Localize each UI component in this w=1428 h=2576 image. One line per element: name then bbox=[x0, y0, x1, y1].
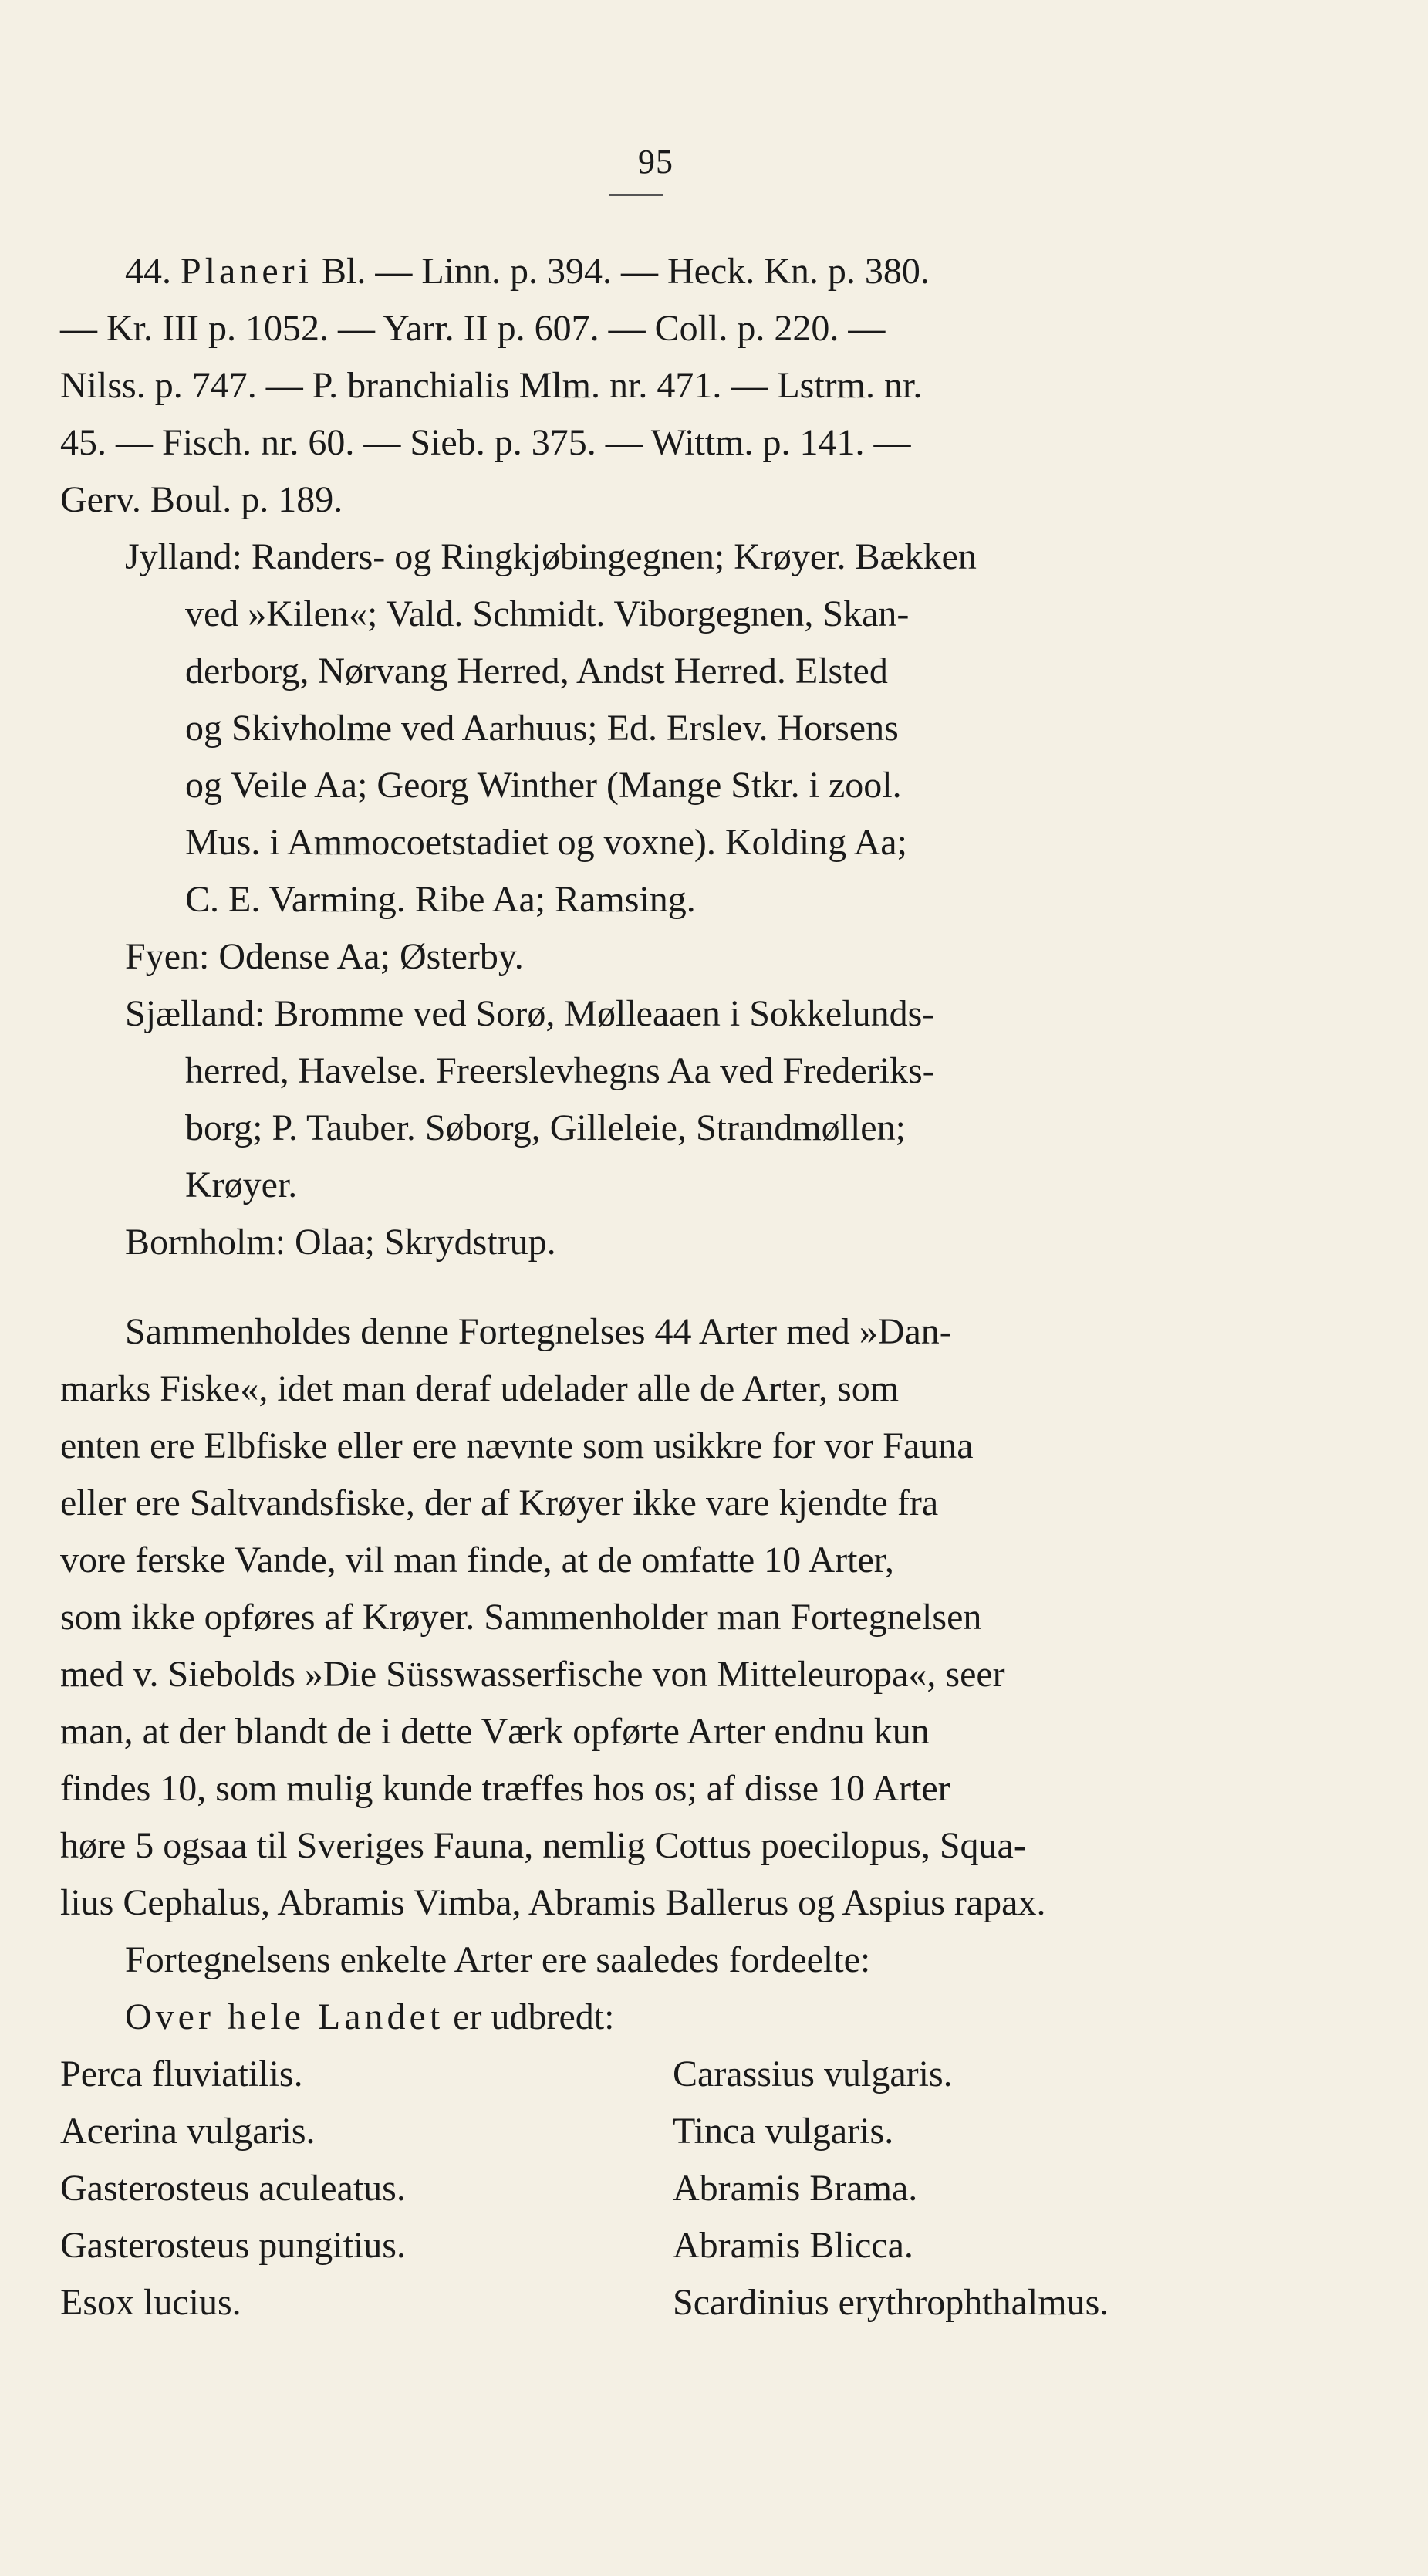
locality-sjaelland-line: Krøyer. bbox=[185, 1165, 298, 1205]
summary-line: som ikke opføres af Krøyer. Sammenholder man Fortegnelsen bbox=[60, 1597, 982, 1638]
summary-line: høre 5 ogsaa til Sveriges Fauna, nemlig Cottus poecilopus, Squa- bbox=[60, 1825, 1026, 1866]
locality-fyen-line: Fyen: Odense Aa; Østerby. bbox=[125, 936, 524, 977]
distribution-heading-spaced: Over hele Landet bbox=[125, 1996, 444, 2037]
species-right: Scardinius erythrophthalmus. bbox=[673, 2282, 1109, 2323]
summary-line: man, at der blandt de i dette Værk opførte Arter endnu kun bbox=[60, 1711, 930, 1752]
locality-jylland-line: og Skivholme ved Aarhuus; Ed. Erslev. Horsens bbox=[185, 708, 899, 749]
summary-line: Fortegnelsens enkelte Arter ere saaledes fordeelte: bbox=[125, 1939, 871, 1980]
entry-number: 44. bbox=[125, 251, 171, 292]
entry-line-5: Gerv. Boul. p. 189. bbox=[60, 479, 343, 520]
locality-jylland-line: C. E. Varming. Ribe Aa; Ramsing. bbox=[185, 879, 696, 920]
entry-line-1 bbox=[125, 253, 930, 290]
species-right: Tinca vulgaris. bbox=[673, 2111, 894, 2152]
locality-sjaelland-line: borg; P. Tauber. Søborg, Gilleleie, Strandmøllen; bbox=[185, 1107, 906, 1148]
distribution-heading bbox=[125, 1996, 615, 2037]
summary-line: med v. Siebolds »Die Süsswasserfische von Mitteleuropa«, seer bbox=[60, 1654, 1005, 1695]
species-left: Acerina vulgaris. bbox=[60, 2111, 316, 2152]
summary-line: findes 10, som mulig kunde træffes hos os; af disse 10 Arter bbox=[60, 1768, 950, 1809]
species-left: Gasterosteus aculeatus. bbox=[60, 2168, 406, 2209]
summary-line: lius Cephalus, Abramis Vimba, Abramis Ballerus og Aspius rapax. bbox=[60, 1882, 1046, 1923]
species-right: Abramis Brama. bbox=[673, 2168, 918, 2209]
summary-line: vore ferske Vande, vil man finde, at de omfatte 10 Arter, bbox=[60, 1540, 894, 1580]
species-left: Perca fluviatilis. bbox=[60, 2054, 303, 2094]
page-number-rule bbox=[609, 194, 663, 196]
locality-sjaelland-line: herred, Havelse. Freerslevhegns Aa ved Frederiks- bbox=[185, 1050, 935, 1091]
entry-line-4: 45. — Fisch. nr. 60. — Sieb. p. 375. — Wittm. p. 141. — bbox=[60, 422, 911, 463]
entry-line-2: — Kr. III p. 1052. — Yarr. II p. 607. — Coll. p. 220. — bbox=[60, 308, 886, 349]
distribution-heading-rest: er udbredt: bbox=[444, 1996, 615, 2037]
summary-line: Sammenholdes denne Fortegnelses 44 Arter med »Dan- bbox=[125, 1311, 952, 1352]
entry-name: Planeri bbox=[181, 251, 312, 292]
species-left: Gasterosteus pungitius. bbox=[60, 2225, 406, 2266]
species-right: Abramis Blicca. bbox=[673, 2225, 913, 2266]
page-number: 95 bbox=[638, 143, 673, 181]
locality-jylland-line: Jylland: Randers- og Ringkjøbingegnen; Krøyer. Bækken bbox=[125, 536, 977, 577]
locality-jylland-line: Mus. i Ammocoetstadiet og voxne). Kolding Aa; bbox=[185, 822, 907, 863]
locality-jylland-line: ved »Kilen«; Vald. Schmidt. Viborgegnen, Skan- bbox=[185, 593, 910, 634]
species-right: Carassius vulgaris. bbox=[673, 2054, 953, 2094]
locality-bornholm-line: Bornholm: Olaa; Skrydstrup. bbox=[125, 1222, 556, 1263]
species-left: Esox lucius. bbox=[60, 2282, 241, 2323]
summary-line: enten ere Elbfiske eller ere nævnte som usikkre for vor Fauna bbox=[60, 1425, 974, 1466]
locality-jylland-line: derborg, Nørvang Herred, Andst Herred. Elsted bbox=[185, 651, 888, 691]
locality-jylland-line: og Veile Aa; Georg Winther (Mange Stkr. i zool. bbox=[185, 765, 902, 806]
entry-line-3: Nilss. p. 747. — P. branchialis Mlm. nr. 471. — Lstrm. nr. bbox=[60, 365, 923, 406]
summary-line: eller ere Saltvandsfiske, der af Krøyer ikke vare kjendte fra bbox=[60, 1482, 939, 1523]
locality-sjaelland-line: Sjælland: Bromme ved Sorø, Mølleaaen i Sokkelunds- bbox=[125, 993, 935, 1034]
summary-line: marks Fiske«, idet man deraf udelader alle de Arter, som bbox=[60, 1368, 900, 1409]
entry-line-1-rest: Bl. — Linn. p. 394. — Heck. Kn. p. 380. bbox=[321, 251, 930, 292]
